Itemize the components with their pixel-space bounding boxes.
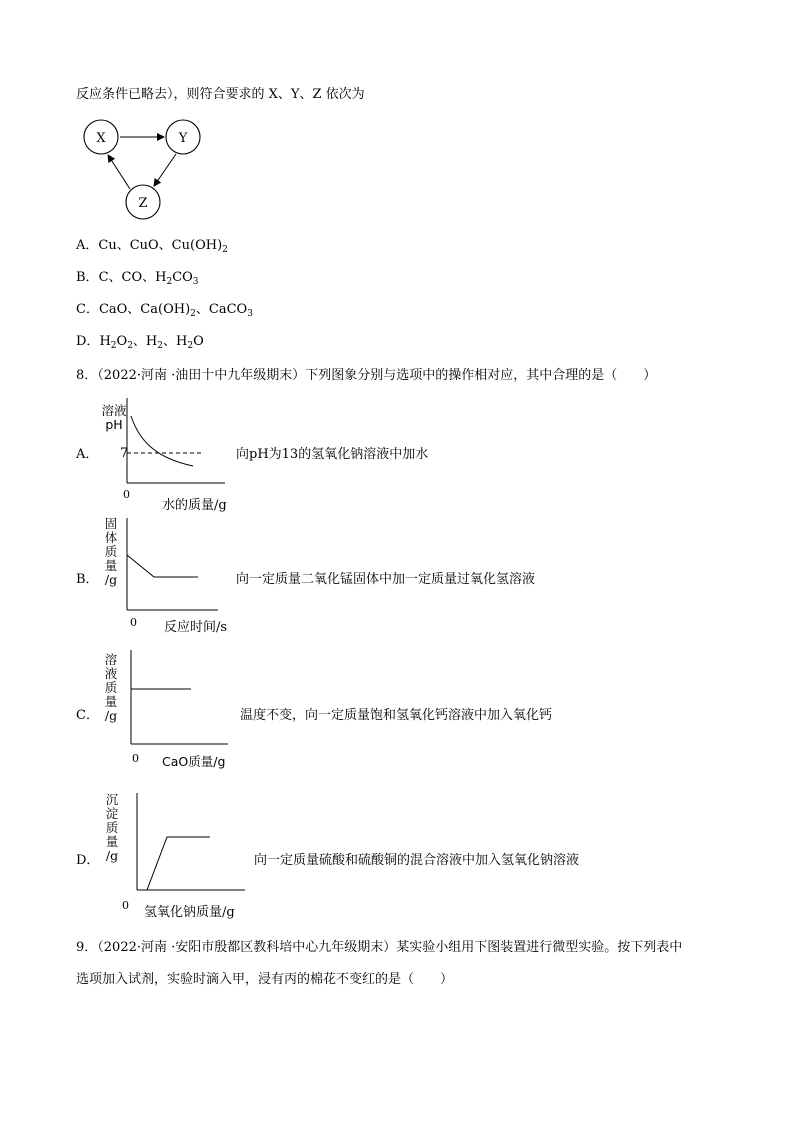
arrow-y-to-z	[154, 154, 176, 186]
q8-d-origin: 0	[122, 899, 129, 912]
q8-c-ylabel: 溶 液 质 量 /g	[104, 652, 118, 723]
q8-option-d-label[interactable]: D．	[76, 853, 100, 868]
q8-d-description: 向一定质量硫酸和硫酸铜的混合溶液中加入氢氧化钠溶液	[254, 853, 580, 868]
q8-a-xlabel: 水的质量/g	[162, 498, 227, 513]
q8-option-b-label[interactable]: B．	[76, 572, 99, 587]
arrow-z-to-x	[108, 155, 130, 189]
q8-b-ylabel: 固 体 质 量 /g	[104, 516, 118, 587]
node-x-label: X	[96, 131, 106, 146]
q7-intro-tail: 反应条件已略去），则符合要求的 X、Y、Z 依次为	[76, 87, 365, 102]
q9-line2: 选项加入试剂，实验时滴入甲，浸有丙的棉花不变红的是（ ）	[76, 972, 454, 987]
q8-d-curve	[147, 837, 210, 890]
q8-d-graph	[125, 785, 255, 895]
q8-d-xlabel: 氢氧化钠质量/g	[144, 905, 235, 920]
q8-b-xlabel: 反应时间/s	[164, 620, 228, 635]
q7-option-c[interactable]: C．CaO、$Ca(OH)_2$、CaCO$_3$	[76, 302, 253, 319]
q8-a-origin: 0	[123, 488, 130, 501]
q8-a-description: 向pH为13的氢氧化钠溶液中加水	[236, 447, 429, 462]
q7-option-d[interactable]: D．$H_2O_2$、$H_2$、$H_2O$	[76, 334, 204, 351]
q7-option-a[interactable]: A．Cu、CuO、$Cu(OH)_2$	[76, 238, 228, 255]
q9-line1: 9．（2022·河南 ·安阳市殷都区教科培中心九年级期末）某实验小组用下图装置进行微型实验。按下列表中	[76, 940, 683, 955]
q7-cycle-diagram	[80, 118, 210, 228]
q8-a-graph	[115, 390, 245, 500]
q8-c-origin: 0	[132, 752, 139, 765]
q8-c-graph	[120, 645, 240, 755]
q8-stem: 8．（2022·河南 ·油田十中九年级期末）下列图象分别与选项中的操作相对应，其中合理的是（ ）	[76, 368, 657, 383]
q8-a-curve	[131, 416, 193, 466]
q7-option-b[interactable]: B．C、CO、$H_2CO_3$	[76, 270, 199, 287]
q8-option-c-label[interactable]: C．	[76, 708, 99, 723]
node-z-label: Z	[138, 196, 148, 211]
q8-b-curve	[127, 555, 198, 577]
q8-c-xlabel: CaO质量/g	[162, 754, 226, 769]
q8-b-graph	[120, 510, 230, 620]
q8-option-a-label[interactable]: A．	[76, 447, 99, 462]
q8-d-ylabel: 沉 淀 质 量 /g	[105, 792, 119, 863]
q8-a-ylabel: 溶液 pH	[101, 403, 127, 432]
node-y-label: Y	[178, 131, 188, 146]
q8-b-origin: 0	[130, 616, 137, 629]
q8-a-ref-value: 7	[120, 446, 129, 461]
q8-b-description: 向一定质量二氧化锰固体中加一定质量过氧化氢溶液	[236, 572, 536, 587]
q8-c-description: 温度不变，向一定质量饱和氢氧化钙溶液中加入氧化钙	[240, 708, 553, 723]
